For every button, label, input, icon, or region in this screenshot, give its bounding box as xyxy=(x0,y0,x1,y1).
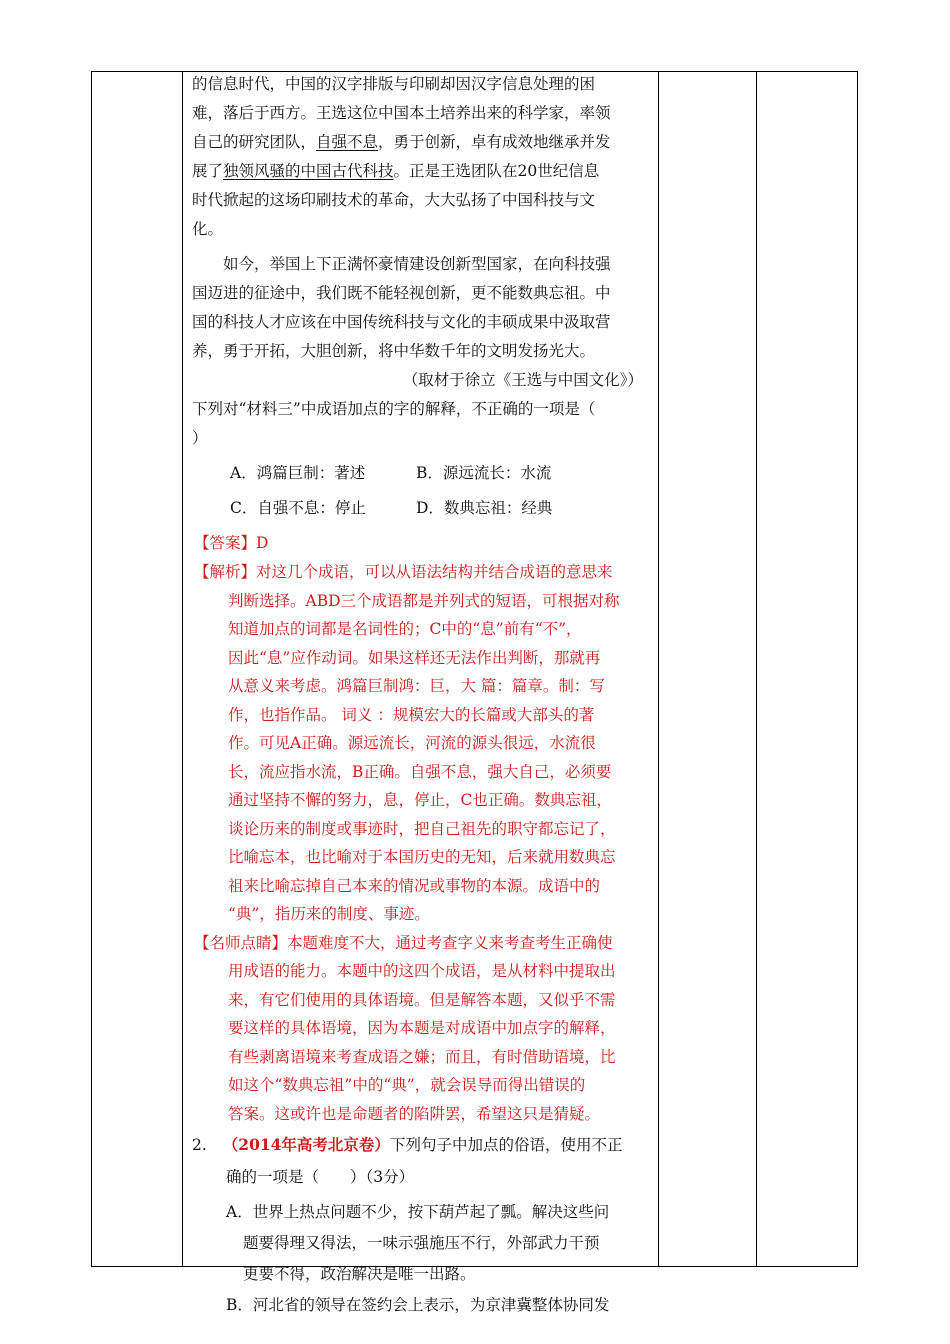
passage-line: 国迈进的征途中，我们既不能轻视创新，更不能数典忘祖。中 xyxy=(192,284,611,302)
analysis-line: 祖来比喻忘掉自己本来的情况或事物的本源。成语中的 xyxy=(228,876,601,895)
analysis-block xyxy=(194,558,657,929)
q2-option-a: 题要得理又得法，一味示强施压不行，外部武力干预 xyxy=(243,1234,600,1252)
source-citation: （取材于徐立《王选与中国文化》） xyxy=(402,371,643,389)
tip-line: 来，有它们使用的具体语境。但是解答本题，又似乎不需 xyxy=(228,990,616,1009)
passage-line: 化。 xyxy=(192,220,224,238)
passage-line: 国的科技人才应该在中国传统科技与文化的丰硕成果中汲取营 xyxy=(192,313,611,331)
analysis-line: 从意义来考虑。鸿篇巨制鸿：巨，大 篇：篇章。制：写 xyxy=(228,677,605,695)
passage-line: 的信息时代，中国的汉字排版与印刷却因汉字信息处理的困 xyxy=(192,75,596,93)
analysis-line: 作。可见A正确。源远流长，河流的源头很远，水流很 xyxy=(228,734,596,752)
passage-line: 自己的研究团队，自强不息，勇于创新，卓有成效地继承并发 xyxy=(192,133,611,151)
question-number: 2. xyxy=(192,1136,207,1154)
tip-block xyxy=(194,929,657,1129)
tip-line: 有些剥离语境来考查成语之嫌；而且，有时借助语境，比 xyxy=(228,1047,616,1066)
passage-line: 展了独领风骚的中国古代科技。正是王选团队在20世纪信息 xyxy=(192,162,600,180)
question-source: （2014年高考北京卷） xyxy=(222,1135,390,1154)
tip-line: 答案。这或许也是命题者的陷阱罢，希望这只是猜疑。 xyxy=(228,1104,601,1123)
tip-line: 【名师点睛】本题难度不大，通过考查字义来考查考生正确使 xyxy=(194,933,613,952)
passage-line: 时代掀起的这场印刷技术的革命，大大弘扬了中国科技与文 xyxy=(192,191,596,209)
underlined-phrase: 独领风骚的中国古代科技 xyxy=(223,162,394,180)
column-divider xyxy=(658,72,659,1266)
options-row xyxy=(192,494,657,523)
option-a: A．鸿篇巨制：著述 xyxy=(230,464,366,482)
analysis-line: 知道加点的词都是名词性的；C中的“息”前有“不”， xyxy=(228,620,582,638)
q2-option-b: B．河北省的领导在签约会上表示，为京津冀整体协同发 xyxy=(226,1296,610,1314)
option-b: B．源远流长：水流 xyxy=(416,464,552,482)
question-2-stem: 2. （2014年高考北京卷）下列句子中加点的俗语，使用不正 xyxy=(192,1135,623,1154)
option-d: D．数典忘祖：经典 xyxy=(416,499,553,517)
tip-line: 如这个“数典忘祖”中的“典”，就会误导而得出错误的 xyxy=(228,1076,586,1094)
column-divider xyxy=(182,72,183,1266)
analysis-line: 【解析】对这几个成语，可以从语法结构并结合成语的意思来 xyxy=(194,563,613,581)
content-cell xyxy=(192,70,657,1320)
q2-option-a: 更要不得，政治解决是唯一出路。 xyxy=(243,1265,476,1283)
question-stem: 下列对“材料三”中成语加点的字的解释，不正确的一项是（ xyxy=(192,400,596,418)
underlined-phrase: 自强不息 xyxy=(316,133,379,151)
passage-line: 养，勇于开拓，大胆创新，将中华数千年的文明发扬光大。 xyxy=(192,342,596,360)
passage-line: 难，落后于西方。王选这位中国本土培养出来的科学家，率领 xyxy=(192,104,611,122)
tip-line: 用成语的能力。本题中的这四个成语，是从材料中提取出 xyxy=(228,962,616,980)
option-c: C．自强不息：停止 xyxy=(230,499,366,517)
analysis-line: 通过坚持不懈的努力，息，停止，C也正确。数典忘祖， xyxy=(228,791,612,809)
passage-line: 如今，举国上下正满怀豪情建设创新型国家，在向科技强 xyxy=(223,255,611,273)
analysis-line: “典”，指历来的制度、事迹。 xyxy=(228,905,430,923)
question-stem: ） xyxy=(192,429,208,447)
analysis-line: 谈论历来的制度或事迹时，把自己祖先的职守都忘记了， xyxy=(228,819,616,838)
q2-option-a: A．世界上热点问题不少，按下葫芦起了瓢。解决这些问 xyxy=(226,1203,610,1221)
question-2-stem: 确的一项是（ ）（3分） xyxy=(226,1168,415,1186)
analysis-line: 长，流应指水流，B正确。自强不息，强大自己，必须要 xyxy=(228,762,612,781)
analysis-line: 作，也指作品。 词义 ：规模宏大的长篇或大部头的著 xyxy=(228,705,595,724)
analysis-line: 比喻忘本，也比喻对于本国历史的无知，后来就用数典忘 xyxy=(228,848,616,866)
column-divider xyxy=(756,72,757,1266)
analysis-line: 因此“息”应作动词。如果这样还无法作出判断，那就再 xyxy=(228,648,601,667)
analysis-line: 判断选择。ABD三个成语都是并列式的短语，可根据对称 xyxy=(228,591,620,610)
options-row xyxy=(192,459,657,488)
tip-line: 要这样的具体语境，因为本题是对成语中加点字的解释， xyxy=(228,1019,616,1037)
answer: 【答案】D xyxy=(194,534,269,552)
